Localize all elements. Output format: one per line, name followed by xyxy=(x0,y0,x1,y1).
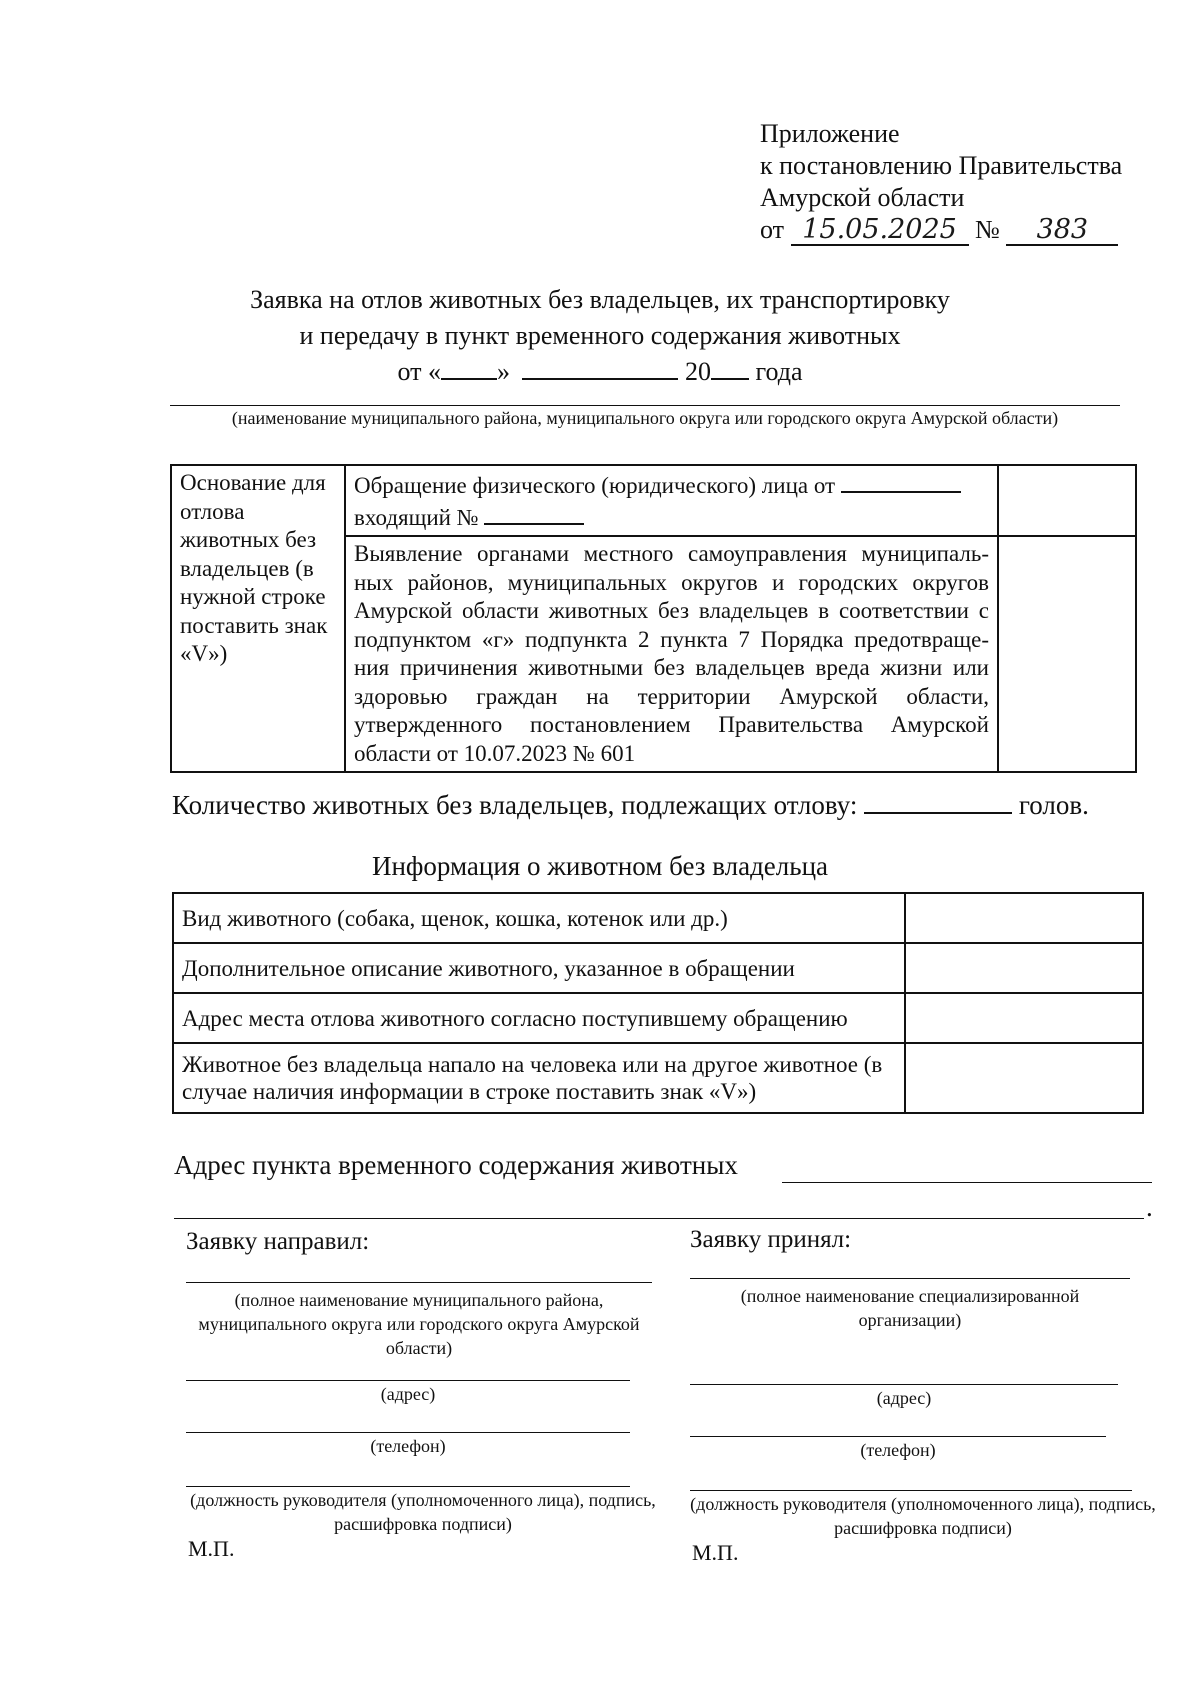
month-blank xyxy=(522,356,678,380)
animal-info-row-3: Адрес места отлова животного согласно поступившему обращению xyxy=(173,993,905,1043)
basis-row-1-line-2 xyxy=(354,501,989,533)
sender-address-line[interactable] xyxy=(186,1380,630,1381)
shelter-address-blank-1[interactable] xyxy=(782,1182,1152,1183)
sender-position-caption: (должность руководителя (уполномоченного лица), подпись, расшифровка подписи) xyxy=(190,1490,656,1534)
appendix-date-line xyxy=(760,214,1122,246)
animal-info-value-1[interactable] xyxy=(905,893,1143,943)
basis-row-1-line-1 xyxy=(354,469,989,501)
receiver-address-caption: (адрес) xyxy=(876,1388,932,1408)
quantity-line xyxy=(172,790,1089,821)
shelter-address-blank-2[interactable] xyxy=(174,1218,1144,1219)
basis-header-cell xyxy=(171,465,345,772)
basis-row-1-date-blank xyxy=(841,469,961,493)
appendix-number: 383 xyxy=(1006,216,1118,246)
shelter-address-period: . xyxy=(1146,1192,1153,1222)
title-year-suffix: года xyxy=(755,357,803,386)
receiver-phone-caption: (телефон) xyxy=(860,1440,936,1460)
sender-name-caption: (полное наименование муниципального района, муниципального округа или городского округа Амурской области) xyxy=(198,1290,640,1358)
shelter-address-line xyxy=(174,1150,738,1181)
basis-row-1-number-blank xyxy=(484,501,584,525)
basis-row-2-check[interactable] xyxy=(998,536,1136,772)
quantity-blank[interactable] xyxy=(864,792,1012,814)
quantity-label: Количество животных без владельцев, подлежащих отлову: xyxy=(172,790,858,820)
receiver-heading: Заявку принял: xyxy=(690,1226,852,1253)
basis-row-2-cell xyxy=(345,536,998,772)
receiver-address-line[interactable] xyxy=(690,1384,1118,1385)
basis-row-1-check[interactable] xyxy=(998,465,1136,536)
basis-row-1-text: Обращение физического (юридического) лица от xyxy=(354,473,836,498)
animal-info-row-1: Вид животного (собака, щенок, кошка, котенок или др.) xyxy=(173,893,905,943)
receiver-name-line[interactable] xyxy=(690,1278,1130,1279)
sender-position-line[interactable] xyxy=(186,1486,630,1487)
municipality-caption: (наименование муниципального района, муниципального округа или городского округа Амурской области) xyxy=(231,408,1059,428)
animal-info-value-3[interactable] xyxy=(905,993,1143,1043)
animal-info-value-4[interactable] xyxy=(905,1043,1143,1113)
animal-info-row-2: Дополнительное описание животного, указанное в обращении xyxy=(173,943,905,993)
title-date-from: от « xyxy=(397,357,441,386)
basis-row-1-incoming: входящий № xyxy=(354,504,479,530)
sender-address-caption: (адрес) xyxy=(380,1384,436,1404)
appendix-block xyxy=(760,118,1122,246)
sender-name-line[interactable] xyxy=(186,1282,652,1283)
animal-info-heading: Информация о животном без владельца xyxy=(371,851,829,881)
title-date-line xyxy=(0,354,1200,390)
title-date-quote-close: » xyxy=(496,357,510,386)
animal-info-row-4: Животное без владельца напало на человека или на другое животное (в случае наличия информации в строке поставить знак «V») xyxy=(173,1043,905,1113)
title-year-prefix: 20 xyxy=(684,357,711,386)
sender-stamp: М.П. xyxy=(188,1536,235,1561)
animal-info-table xyxy=(172,892,1144,1114)
quantity-unit: голов. xyxy=(1018,790,1089,820)
municipality-line xyxy=(170,405,1120,406)
basis-row-1-cell xyxy=(345,465,998,536)
basis-table xyxy=(170,464,1137,773)
sender-phone-line[interactable] xyxy=(186,1432,630,1433)
receiver-name-caption: (полное наименование специализированной организации) xyxy=(740,1286,1080,1330)
form-title xyxy=(0,282,1200,390)
receiver-phone-line[interactable] xyxy=(690,1436,1106,1437)
receiver-stamp: М.П. xyxy=(692,1540,739,1565)
shelter-address-label: Адрес пункта временного содержания животных xyxy=(174,1150,738,1180)
appendix-from-prefix: от xyxy=(760,215,785,244)
title-line-2: и передачу в пункт временного содержания животных xyxy=(299,321,901,350)
appendix-line-2: к постановлению Правительства xyxy=(760,151,1123,180)
appendix-number-label: № xyxy=(975,215,1000,244)
title-line-1: Заявка на отлов животных без владельцев, их транспортировку xyxy=(250,285,950,314)
animal-info-value-2[interactable] xyxy=(905,943,1143,993)
basis-row-2-text: Выявление органами местного самоуправления муниципаль-ных районов, муниципальных округов и городских округов Амурской области животных без владельцев в соответствии с подпунктом «г» подпункта 2 пункта 7 Порядка предотвраще-ния причинения животными без владельцев вреда жизни или здоровью граждан на территории Амурской области, утвержденного постановлением Правительства Амурской области от 10.07.2023 № 601 xyxy=(354,541,989,766)
year-blank xyxy=(711,356,749,380)
receiver-position-caption: (должность руководителя (уполномоченного лица), подпись, расшифровка подписи) xyxy=(690,1494,1156,1538)
sender-phone-caption: (телефон) xyxy=(370,1436,446,1456)
basis-header: Основание для отлова животных без владельцев (в нужной строке поставить знак «V») xyxy=(180,470,328,666)
appendix-line-1: Приложение xyxy=(760,119,900,148)
day-blank xyxy=(441,356,497,380)
appendix-date: 15.05.2025 xyxy=(791,216,969,246)
appendix-line-3: Амурской области xyxy=(760,183,965,212)
receiver-position-line[interactable] xyxy=(690,1490,1132,1491)
sender-heading: Заявку направил: xyxy=(186,1228,370,1255)
